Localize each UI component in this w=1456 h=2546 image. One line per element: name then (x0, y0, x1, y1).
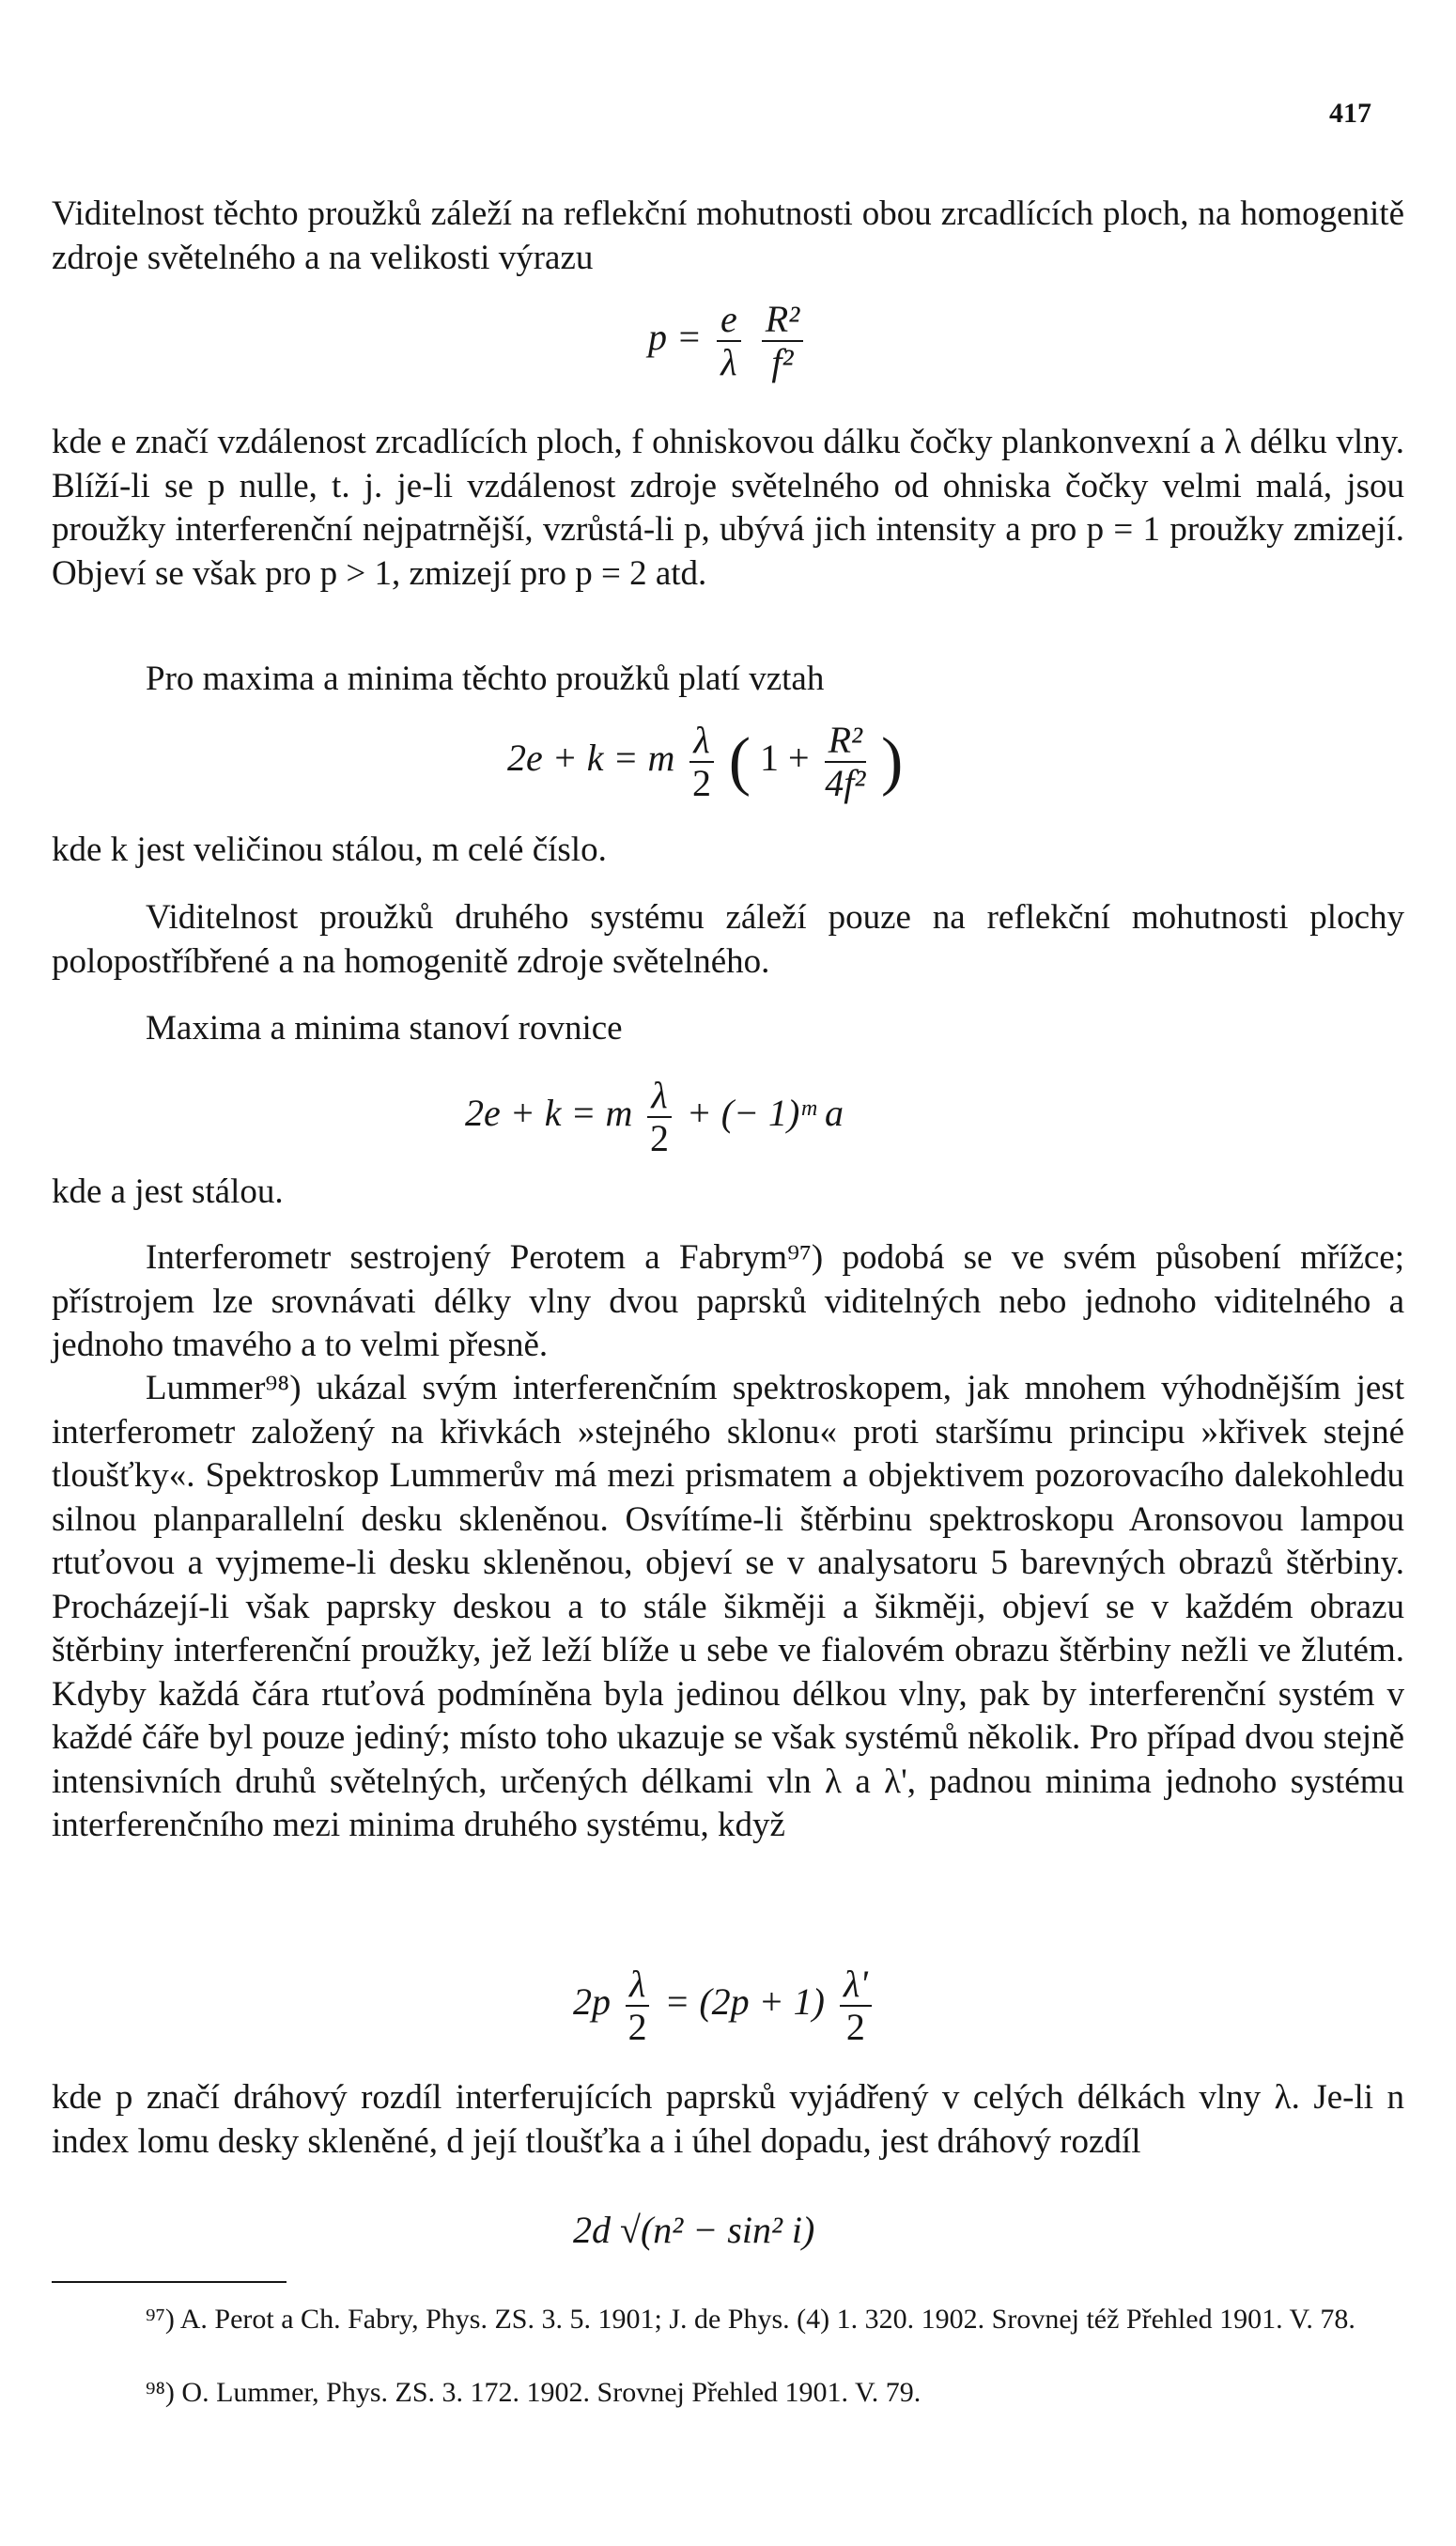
eq3-fraction-lambda-2 (647, 1075, 671, 1159)
eq3-rhs: + (− 1)ᵐ a (686, 1092, 844, 1135)
footnote-97: ⁹⁷) A. Perot a Ch. Fabry, Phys. ZS. 3. 5. 1901; J. de Phys. (4) 1. 320. 1902. Srovnej též Přehled 1901. V. 78. (146, 2304, 1355, 2335)
paragraph-second-system: Viditelnost proužků druhého systému záleží pouze na reflekční mohutnosti plochy polopostříbřené a na homogenitě zdroje světelného. (52, 898, 1404, 981)
eq4-f1-denominator: 2 (627, 2006, 647, 2048)
eq2-close-paren: ) (881, 725, 904, 798)
paragraph-definitions: kde e značí vzdálenost zrcadlících ploch, f ohniskovou dálku čočky plankonvexní a λ délku vlny. Blíží-li se p nulle, t. j. je-li vzdálenost zdroje světelného od ohniska čočky velmi malá, jsou proužky interferenční nejpatrnější, vzrůstá-li p, ubývá jich intensity a pro p = 1 proužky zmizejí. Objeví se však pro p > 1, zmizejí pro p = 2 atd. (52, 423, 1404, 593)
page-number: 417 (1329, 98, 1371, 129)
equation-maxima-second-system (465, 1075, 844, 1159)
equation-minima-condition (573, 1964, 877, 2048)
eq1-fraction-e-lambda (717, 299, 741, 383)
equation-maxima-first-system (507, 720, 903, 804)
eq2-fraction-r-4f (825, 720, 866, 804)
eq2-lhs: 2e + k = m (507, 737, 675, 780)
eq4-mid: = (2p + 1) (664, 1980, 825, 2024)
eq1-f2-denominator: f² (771, 341, 794, 383)
eq4-f2-denominator: 2 (845, 2006, 865, 2048)
eq3-lhs: 2e + k = m (465, 1092, 633, 1135)
eq2-f1-numerator: λ (689, 720, 713, 763)
eq4-f2-numerator: λ' (840, 1964, 872, 2007)
eq3-denominator: 2 (650, 1117, 670, 1159)
eq2-fraction-lambda-2 (689, 720, 713, 804)
paragraph-a-constant: kde a jest stálou. (52, 1172, 284, 1211)
eq4-lhs: 2p (573, 1980, 611, 2024)
eq1-lhs: p = (648, 316, 702, 359)
eq2-one-plus: 1 + (760, 737, 810, 780)
eq4-fraction-lambda-prime-2 (840, 1964, 872, 2048)
paragraph-path-difference: kde p značí dráhový rozdíl interferujících paprsků vyjádřený v celých délkách vlny λ. Je-li n index lomu desky skleněné, d její tloušťka a i úhel dopadu, jest dráhový rozdíl (52, 2078, 1404, 2161)
equation-path-difference: 2d √(n² − sin² i) (573, 2209, 815, 2251)
eq4-fraction-lambda-2 (626, 1964, 649, 2048)
eq2-f2-numerator: R² (825, 720, 866, 763)
footnote-divider (52, 2281, 287, 2283)
paragraph-perot-fabry: Interferometr sestrojený Perotem a Fabrym⁹⁷) podobá se ve svém působení mřížce; přístrojem lze srovnávati délky vlny dvou paprsků viditelných nebo jednoho viditelného a jednoho tmavého a to velmi přesně. (52, 1238, 1404, 1364)
eq2-open-paren: ( (728, 725, 751, 798)
eq2-f1-denominator: 2 (692, 762, 712, 804)
eq1-fraction-r-f (762, 299, 803, 383)
paragraph-maxima-minima-intro: Pro maxima a minima těchto proužků platí vztah (146, 660, 825, 698)
equation-p-definition (648, 299, 809, 383)
eq1-f2-numerator: R² (762, 299, 803, 342)
paragraph-maxima-equation-intro: Maxima a minima stanoví rovnice (146, 1009, 623, 1048)
paragraph-visibility-intro: Viditelnost těchto proužků záleží na reflekční mohutnosti obou zrcadlících ploch, na homogenitě zdroje světelného a na velikosti výrazu (52, 194, 1404, 277)
paragraph-lummer-spectroscope: Lummer⁹⁸) ukázal svým interferenčním spektroskopem, jak mnohem výhodnějším jest interferometr založený na křivkách »stejného sklonu« proti staršímu principu »křivek stejné tloušťky«. Spektroskop Lummerův má mezi prismatem a objektivem pozorovacího dalekohledu silnou planparallelní desku skleněnou. Osvítíme-li štěrbinu spektroskopu Aronsovou lampou rtuťovou a vyjmeme-li desku skleněnou, objeví se v analysatoru 5 barevných obrazů štěrbiny. Procházejí-li však paprsky deskou a to stále šikměji a šikměji, objeví se v každém obrazu štěrbiny interferenční proužky, jež leží blíže u sebe ve fialovém obrazu štěrbiny nežli ve žlutém. Kdyby každá čára rtuťová podmíněna byla jedinou délkou vlny, pak by interferenční systém v každé čáře byl pouze jediný; místo toho ukazuje se však systémů několik. Pro případ dvou stejně intensivních druhů světelných, určených délkami vln λ a λ', padnou minima jednoho systému interferenčního mezi minima druhého systému, když (52, 1369, 1404, 1844)
eq3-numerator: λ (647, 1075, 671, 1118)
eq4-f1-numerator: λ (626, 1964, 649, 2007)
eq1-f1-numerator: e (717, 299, 741, 342)
footnote-98: ⁹⁸) O. Lummer, Phys. ZS. 3. 172. 1902. Srovnej Přehled 1901. V. 79. (146, 2377, 922, 2408)
paragraph-k-constant: kde k jest veličinou stálou, m celé číslo. (52, 831, 607, 869)
eq2-f2-denominator: 4f² (825, 762, 866, 804)
eq1-f1-denominator: λ (720, 341, 737, 383)
